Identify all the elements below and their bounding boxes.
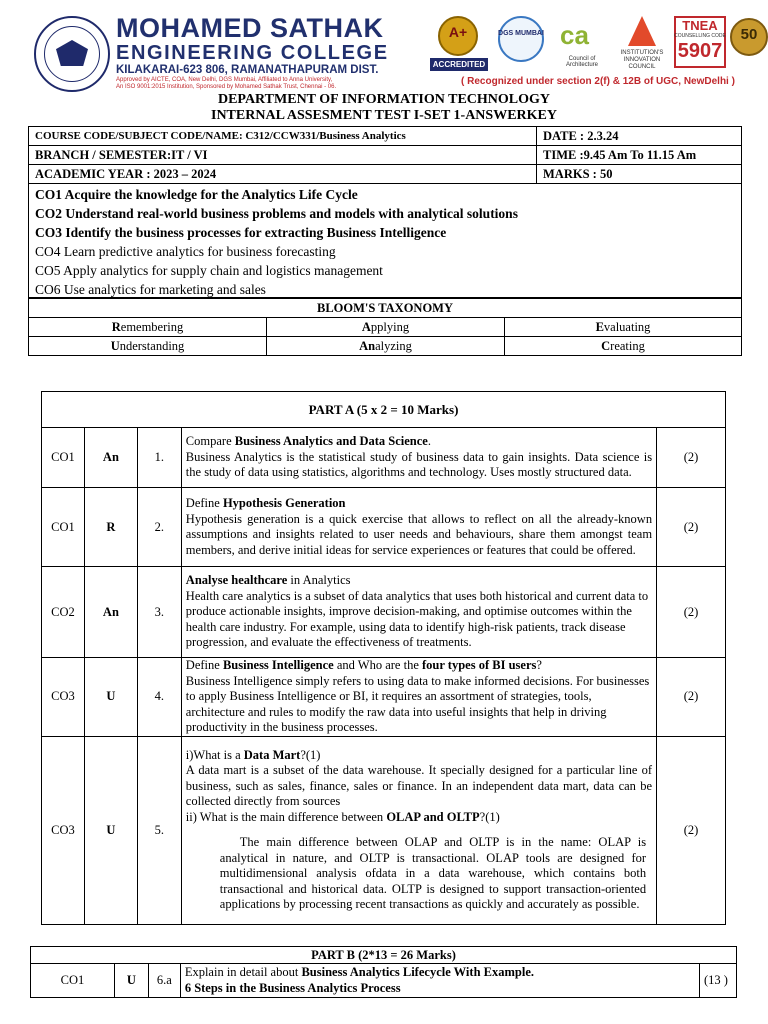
college-name-line2: ENGINEERING COLLEGE xyxy=(116,42,389,64)
bloom-level-code: U xyxy=(84,736,137,924)
bloom-level: Evaluating xyxy=(505,318,742,337)
question-row xyxy=(42,658,726,737)
course-outcome-code: CO3 xyxy=(42,736,85,924)
answer-text: Health care analytics is a subset of data analytics that uses both historical and current data to produce actionable insights, improve decision-making, and optimise outcomes within the health care industry. For example, using data to identify high-risk patients, track disease progression, and evaluate the effectiveness of treatments. xyxy=(185,588,649,650)
college-seal-logo xyxy=(34,16,110,92)
course-outcome-code: CO1 xyxy=(31,964,115,998)
college-banner xyxy=(28,14,768,94)
question-row xyxy=(31,964,737,998)
bloom-level-code: An xyxy=(84,567,137,658)
answer-text: Business Analytics is the statistical study of business data to gain insights. Data science is the study of data using statistics, algorithms and technology. Uses mostly structured data. xyxy=(185,449,653,480)
question-marks: (2) xyxy=(657,488,726,567)
course-outcome-3: CO3 Identify the business processes for extracting Business Intelligence xyxy=(35,225,447,240)
course-outcomes xyxy=(28,183,742,298)
course-outcome-2: CO2 Understand real-world business problems and models with analytical solutions xyxy=(35,206,518,221)
question-row xyxy=(42,488,726,567)
college-name-line1: MOHAMED SATHAK xyxy=(116,13,384,43)
bloom-level-code: U xyxy=(114,964,148,998)
course-outcome-5: CO5 Apply analytics for supply chain and logistics management xyxy=(35,263,383,278)
course-outcome-code: CO1 xyxy=(42,428,85,488)
bloom-level: Analyzing xyxy=(267,337,505,356)
question-row xyxy=(42,736,726,924)
answer-text: A data mart is a subset of the data warehouse. It specially designed for a particular line of business, such as sales, finance, sales or finance. In an independent data mart, data can be collected directly from sources xyxy=(185,763,653,808)
sub-question: ii) What is the main difference between OLAP and OLTP?(1) xyxy=(185,809,500,824)
course-outcome-code: CO1 xyxy=(42,488,85,567)
blooms-taxonomy-table xyxy=(28,298,742,356)
question-row xyxy=(42,567,726,658)
department-title: DEPARTMENT OF INFORMATION TECHNOLOGY xyxy=(217,92,551,107)
bloom-level-code: An xyxy=(84,428,137,488)
question-marks: (2) xyxy=(657,428,726,488)
question-row xyxy=(42,428,726,488)
marks-cell: MARKS : 50 xyxy=(537,165,742,184)
question-answer: Define Business Intelligence and Who are the four types of BI users? Business Intelligence simply refers to using data to make informed decisions. For businesses to apply Business Intelligence or BI, it requires an assortment of strategies, tools, architecture and rules to modify the raw data into useful insights that help in driving productivity in the business processes. xyxy=(181,658,656,737)
iic-logo: INSTITUTION'S INNOVATION COUNCIL xyxy=(614,16,670,72)
date-cell: DATE : 2.3.24 xyxy=(537,127,742,146)
part-a-table xyxy=(41,391,726,925)
question-number: 5. xyxy=(137,736,181,924)
bloom-level: Creating xyxy=(505,337,742,356)
exam-info-table xyxy=(28,126,742,184)
jubilee-50-emblem: 50 xyxy=(730,16,768,72)
bloom-level: Remembering xyxy=(29,318,267,337)
course-outcome-code: CO3 xyxy=(42,658,85,737)
course-outcome-code: CO2 xyxy=(42,567,85,658)
college-name-block xyxy=(116,14,456,91)
course-outcome-6: CO6 Use analytics for marketing and sales xyxy=(35,282,266,297)
bloom-level-code: U xyxy=(84,658,137,737)
question-text: Explain in detail about Business Analytics Lifecycle With Example. 6 Steps in the Business Analytics Process xyxy=(180,964,699,998)
question-number: 3. xyxy=(137,567,181,658)
question-number: 2. xyxy=(137,488,181,567)
answer-text: The main difference between OLAP and OLTP is in the name: OLAP is analytical in nature, and OLTP is transactional. OLAP tools are designed for multidimensional analysis ofdata in a data warehouse, which contains both transactional and historical data. OLTP is designed to support transaction-oriented applications by processing recent transactions as quickly and accurately as possible. xyxy=(219,835,647,911)
approval-line-1: Approved by AICTE, COA, New Delhi, DGS Mumbai, Affiliated to Anna University, xyxy=(116,77,333,83)
naac-badge xyxy=(430,16,486,72)
part-b-table xyxy=(30,946,737,998)
approval-line-2: An ISO 9001:2015 Institution, Sponsored by Mohamed Sathak Trust, Chennai - 06. xyxy=(116,84,337,90)
answer-text: Hypothesis generation is a quick exercise that allows to reflect on all the already-known assumptions and insights related to user needs and behaviours, share them amongst team members, and derive initial ideas for service experiences or features that could be offered. xyxy=(185,511,653,557)
question-marks: (2) xyxy=(657,736,726,924)
tnea-code: 5907 xyxy=(677,40,723,62)
test-title: INTERNAL ASSESMENT TEST I-SET 1-ANSWERKEY xyxy=(211,108,557,123)
blooms-heading: BLOOM'S TAXONOMY xyxy=(29,299,742,318)
tnea-badge: TNEA COUNSELLING CODE 5907 xyxy=(674,16,726,72)
question-number: 4. xyxy=(137,658,181,737)
answer-text: Business Intelligence simply refers to using data to make informed decisions. For businesses to apply Business Intelligence or BI, it requires an assortment of strategies, tools, architecture and rules to modify the raw data into useful insights that help in driving productivity in the business processes. xyxy=(185,673,650,734)
question-number: 6.a xyxy=(148,964,180,998)
naac-grade: A+ xyxy=(448,24,468,40)
question-answer: i)What is a Data Mart?(1) A data mart is a subset of the data warehouse. It specially designed for a particular line of business, such as sales, finance, sales or finance. In an independent data mart, data can be collected directly from sources ii) What is the main difference between OLAP and OLTP?(1) The main difference between OLAP and OLTP is in the name: OLAP is analytical in nature, and OLTP is transactional. OLAP tools are designed for multidimensional analysis ofdata in a data warehouse, which contains both transactional and historical data. OLTP is designed to support transaction-oriented applications by processing recent transactions as quickly and accurately as possible. xyxy=(181,736,656,924)
bloom-level-code: R xyxy=(84,488,137,567)
time-cell: TIME :9.45 Am To 11.15 Am xyxy=(537,146,742,165)
question-answer: Compare Business Analytics and Data Science. Business Analytics is the statistical study of business data to gain insights. Data science is the study of data using statistics, algorithms and technology. Uses mostly structured data. xyxy=(181,428,656,488)
academic-year-cell: ACADEMIC YEAR : 2023 – 2024 xyxy=(29,165,537,184)
question-number: 1. xyxy=(137,428,181,488)
naac-accredited-label: ACCREDITED xyxy=(430,58,488,71)
coa-logo: ca Council of Architecture xyxy=(560,20,598,68)
question-answer: Analyse healthcare in Analytics Health care analytics is a subset of data analytics that uses both historical and current data to produce actionable insights, improve decision-making, and optimise outcomes within the health care industry. For example, using data to identify high-risk patients, track disease progression, and evaluate the effectiveness of treatments. xyxy=(181,567,656,658)
bloom-level: Understanding xyxy=(29,337,267,356)
course-outcome-4: CO4 Learn predictive analytics for business forecasting xyxy=(35,244,336,259)
branch-semester-cell: BRANCH / SEMESTER:IT / VI xyxy=(29,146,537,165)
college-address: KILAKARAI-623 806, RAMANATHAPURAM DIST. xyxy=(116,64,379,76)
course-outcome-1: CO1 Acquire the knowledge for the Analytics Life Cycle xyxy=(35,187,358,202)
course-code-cell: COURSE CODE/SUBJECT CODE/NAME: C312/CCW331/Business Analytics xyxy=(29,127,537,146)
question-answer: Define Hypothesis Generation Hypothesis generation is a quick exercise that allows to reflect on all the already-known assumptions and insights related to user needs and behaviours, share them amongst team members, and derive initial ideas for service experiences or features that could be offered. xyxy=(181,488,656,567)
question-marks: (2) xyxy=(657,658,726,737)
part-b-heading: PART B (2*13 = 26 Marks) xyxy=(31,947,737,964)
part-a-heading: PART A (5 x 2 = 10 Marks) xyxy=(42,392,726,428)
bloom-level: Applying xyxy=(267,318,505,337)
question-marks: (2) xyxy=(657,567,726,658)
ugc-recognition-note: ( Recognized under section 2(f) & 12B of UGC, NewDelhi ) xyxy=(461,76,735,87)
question-marks: (13 ) xyxy=(700,964,737,998)
dgs-mumbai-badge: DGS MUMBAI xyxy=(492,16,550,72)
